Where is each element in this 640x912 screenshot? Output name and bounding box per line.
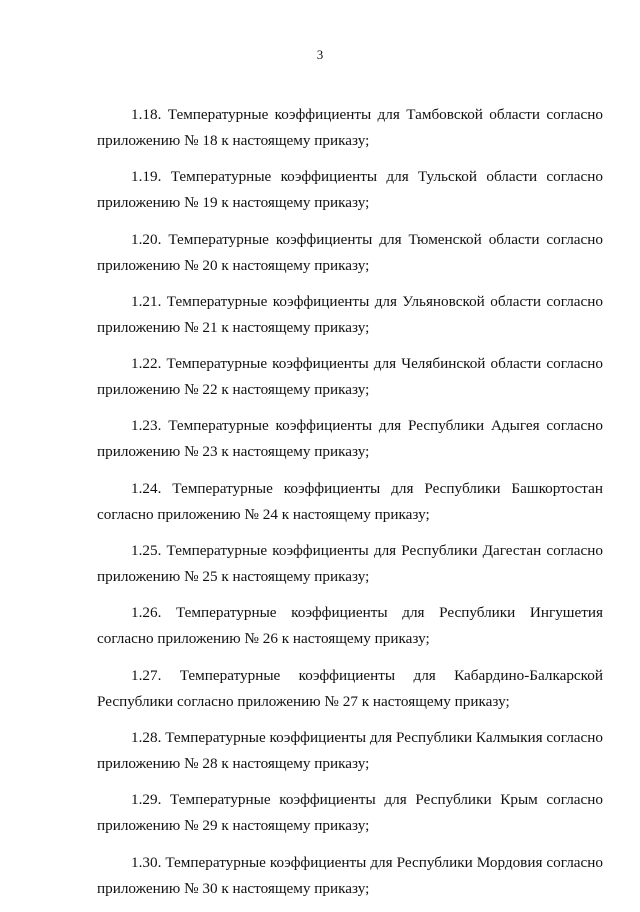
list-item xyxy=(97,289,603,341)
list-item xyxy=(97,600,603,652)
item-text: Температурные коэффициенты для Республики Дагестан согласно приложению № 25 к настоящему приказу; xyxy=(97,542,604,586)
list-item xyxy=(97,725,603,777)
item-text: Температурные коэффициенты для Республики Мордовия согласно приложению № 30 к настоящему приказу; xyxy=(97,853,603,897)
item-number: 1.20. xyxy=(131,230,162,248)
list-item xyxy=(97,227,603,279)
item-text: Температурные коэффициенты для Республики Крым согласно приложению № 29 к настоящему приказу; xyxy=(97,791,604,835)
item-text: Температурные коэффициенты для Кабардино-Балкарской Республики согласно приложению № 27 к настоящему приказу; xyxy=(97,666,603,710)
item-text: Температурные коэффициенты для Республики Адыгея согласно приложению № 23 к настоящему приказу; xyxy=(97,417,603,461)
item-number: 1.24. xyxy=(131,479,162,497)
list-item xyxy=(97,351,603,403)
item-number: 1.30. xyxy=(131,853,162,871)
item-number: 1.23. xyxy=(131,417,162,435)
item-number: 1.26. xyxy=(131,604,162,622)
list-item xyxy=(97,538,603,590)
item-text: Температурные коэффициенты для Республики Ингушетия согласно приложению № 26 к настоящему приказу; xyxy=(97,604,603,648)
item-number: 1.28. xyxy=(131,728,162,746)
item-number: 1.21. xyxy=(131,292,162,310)
item-number: 1.19. xyxy=(131,168,162,186)
list-item xyxy=(97,413,603,465)
item-text: Температурные коэффициенты для Тамбовской области согласно приложению № 18 к настоящему приказу; xyxy=(97,106,604,149)
list-item xyxy=(97,850,603,902)
item-number: 1.27. xyxy=(131,666,162,684)
item-text: Температурные коэффициенты для Республики Башкортостан согласно приложению № 24 к настоящему приказу; xyxy=(97,479,603,523)
item-text: Температурные коэффициенты для Тульской области согласно приложению № 19 к настоящему приказу; xyxy=(97,168,604,212)
item-text: Температурные коэффициенты для Республики Калмыкия согласно приложению № 28 к настоящему приказу; xyxy=(97,728,604,772)
page-number: 3 xyxy=(316,47,324,62)
document-body xyxy=(97,102,603,912)
list-item xyxy=(97,663,603,715)
item-number: 1.22. xyxy=(131,355,162,373)
list-item xyxy=(97,476,603,528)
list-item xyxy=(97,102,603,154)
item-text: Температурные коэффициенты для Челябинской области согласно приложению № 22 к настоящему приказу; xyxy=(97,355,604,399)
item-text: Температурные коэффициенты для Ульяновской области согласно приложению № 21 к настоящему приказу; xyxy=(97,292,603,336)
item-number: 1.18. xyxy=(131,106,162,123)
list-item xyxy=(97,164,603,216)
item-number: 1.25. xyxy=(131,542,162,560)
item-text: Температурные коэффициенты для Тюменской области согласно приложению № 20 к настоящему приказу; xyxy=(97,230,603,274)
item-number: 1.29. xyxy=(131,791,162,809)
list-item xyxy=(97,787,603,839)
